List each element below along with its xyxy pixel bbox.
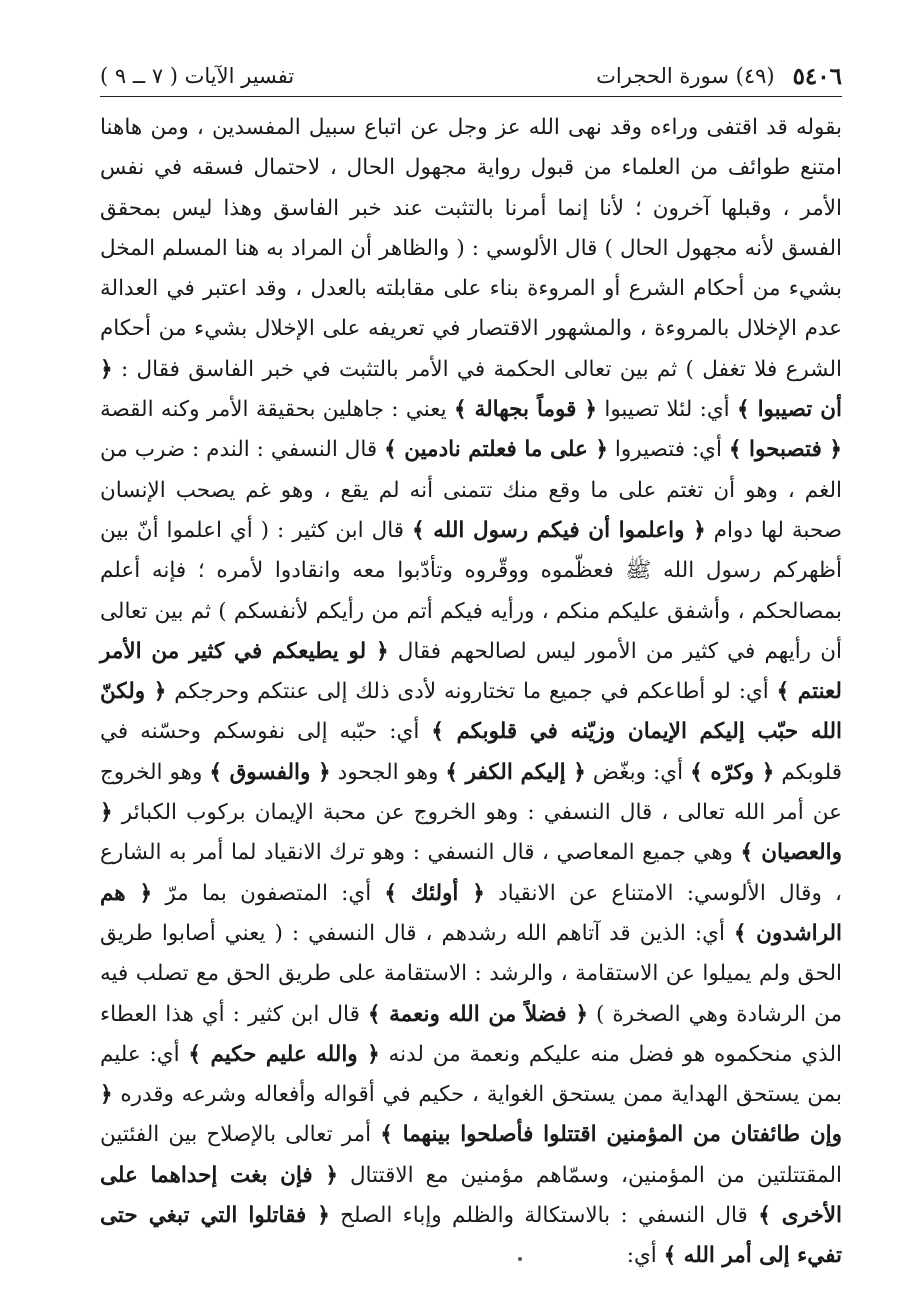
- page-header: [100, 58, 842, 94]
- body-text-segment: قال النسفي : الندم : ضرب من الغم ، وهو أن تغتم على ما وقع منك تتمنى أنه لم يقع ، وهو غم يصحب الإنسان صحبة لها دوام: [100, 437, 842, 543]
- body-text-segment: وهي جميع المعاصي ، قال النسفي : وهو ترك الانقياد لما أمر به الشارع ، وقال الألوسي: الامتناع عن الانقياد: [100, 840, 842, 906]
- quran-quote: ﴿ على ما فعلتم نادمين ﴾: [384, 437, 608, 463]
- surah-label: (٤٩) سورة الحجرات: [596, 64, 775, 88]
- quran-quote: ﴿ فقاتلوا التي تبغي حتى تفيء إلى أمر الله ﴾: [100, 1203, 842, 1269]
- body-text-segment: قال النسفي : بالاستكالة والظلم وإباء الصلح: [329, 1203, 759, 1229]
- body-text-segment: أي: الذين قد آتاهم الله رشدهم ، قال النسفي : ( يعني أصابوا طريق الحق ولم يميلوا عن الاستقامة ، والرشد : الاستقامة على طريق الحق مع تصلب فيه من الرشادة وهي الصخرة ): [100, 920, 842, 1027]
- body-text-segment: بقوله قد اقتفى وراءه وقد نهى الله عز وجل عن اتباع سبيل المفسدين ، ومن هاهنا امتنع طوائف من العلماء من قبول رواية مجهول الحال ، لاحتمال فسقه في نفس الأمر ، وقبلها آخرون ؛ لأنا إنما أمرنا بالتثبت عند خبر الفاسق وهذا ليس بمحقق الفسق لأنه مجهول الحال ) قال الألوسي : ( والظاهر أن المراد به هنا المسلم المخل بشيء من أحكام الشرع أو المروءة بناء على مقابلته بالعدل ، وقد اعتبر في العدالة عدم الإخلال بالمروءة ، والمشهور الاقتصار في تعريفه على الإخلال بشيء من أحكام الشرع فلا تغفل ) ثم بين تعالى الحكمة في الأمر بالتثبت في خبر الفاسق فقال :: [100, 115, 842, 382]
- quran-quote: ﴿ ولكنّ الله حبّب إليكم الإيمان وزيّنه في قلوبكم ﴾: [100, 679, 842, 745]
- quran-quote: ﴿ فضلاً من الله ونعمة ﴾: [367, 1001, 588, 1027]
- body-text-segment: أي: المتصفون بما مرّ: [152, 880, 385, 906]
- quran-quote: ﴿ قوماً بجهالة ﴾: [453, 397, 598, 423]
- quran-quote: ﴿ هم الراشدون ﴾: [100, 880, 843, 946]
- quran-quote: ﴿ والعصيان ﴾: [100, 800, 842, 866]
- header-right-group: [596, 63, 842, 90]
- section-title: تفسير الآيات ( ٧ ــ ٩ ): [100, 64, 295, 88]
- quran-quote: ﴿ أولئك ﴾: [384, 880, 485, 906]
- page-mark: [518, 1257, 522, 1261]
- quran-quote: ﴿ فإن بغت إحداهما على الأخرى ﴾: [100, 1162, 842, 1229]
- quran-quote: ﴿ أن تصيبوا ﴾: [100, 356, 843, 423]
- quran-quote: ﴿ لو يطيعكم في كثير من الأمر لعنتم ﴾: [100, 638, 842, 705]
- quran-quote: ﴿ والفسوق ﴾: [209, 759, 331, 785]
- body-text-segment: أي: لو أطاعكم في جميع ما تختارونه لأدى ذلك إلى عنتكم وحرجكم: [166, 679, 777, 705]
- quran-quote: ﴿ وكرّه ﴾: [690, 759, 775, 785]
- body-text-segment: أي: حبّبه إلى نفوسكم وحسّنه في قلوبكم: [100, 719, 842, 785]
- quran-quote: ﴿ وإن طائفتان من المؤمنين اقتتلوا فأصلحوا بينهما ﴾: [100, 1082, 842, 1148]
- body-text-segment: أي: وبغّض: [585, 759, 691, 785]
- quran-quote: ﴿ واعلموا أن فيكم رسول الله ﴾: [411, 517, 706, 543]
- page-number: ٥٤٠٦: [792, 62, 842, 90]
- body-text-segment: أمر تعالى بالإصلاح بين الفئتين المقتتلتين من المؤمنين، وسمّاهم مؤمنين مع الاقتتال: [100, 1122, 842, 1188]
- body-text-segment: أي: فتصيروا: [607, 437, 729, 463]
- body-paragraph: [100, 108, 842, 1277]
- body-text-segment: قال ابن كثير : ( أي اعلموا أنّ بين أظهركم رسول الله ﷺ فعظّموه ووقّروه وتأدّبوا معه وانقادوا لأمره ؛ فإنه أعلم بمصالحكم ، وأشفق عليكم منكم ، ورأيه فيكم أتم من رأيكم لأنفسكم ) ثم بين تعالى أن رأيهم في كثير من الأمور ليس لصالحهم فقال: [100, 517, 842, 664]
- body-text-segment: وهو الخروج عن أمر الله تعالى ، قال النسفي : وهو الخروج عن محبة الإيمان بركوب الكبائر: [100, 759, 842, 826]
- body-text-segment: قال ابن كثير : أي هذا العطاء الذي منحكموه هو فضل منه عليكم ونعمة من لدنه: [100, 1001, 842, 1067]
- body-text-segment: أي: عليم بمن يستحق الهداية ممن يستحق الغواية ، حكيم في أقواله وأفعاله وشرعه وقدره: [100, 1041, 842, 1108]
- quran-quote: ﴿ والله عليم حكيم ﴾: [188, 1041, 380, 1067]
- body-text-segment: أي:: [626, 1243, 664, 1269]
- body-text-segment: أي: لئلا تصيبوا: [597, 397, 737, 423]
- body-text-segment: وهو الجحود: [330, 759, 446, 785]
- body-text: [100, 108, 842, 1277]
- quran-quote: ﴿ إليكم الكفر ﴾: [445, 759, 586, 785]
- quran-quote: ﴿ فتصبحوا ﴾: [728, 437, 842, 463]
- body-text-segment: يعني : جاهلين بحقيقة الأمر وكنه القصة: [100, 397, 454, 423]
- header-rule: [100, 96, 842, 97]
